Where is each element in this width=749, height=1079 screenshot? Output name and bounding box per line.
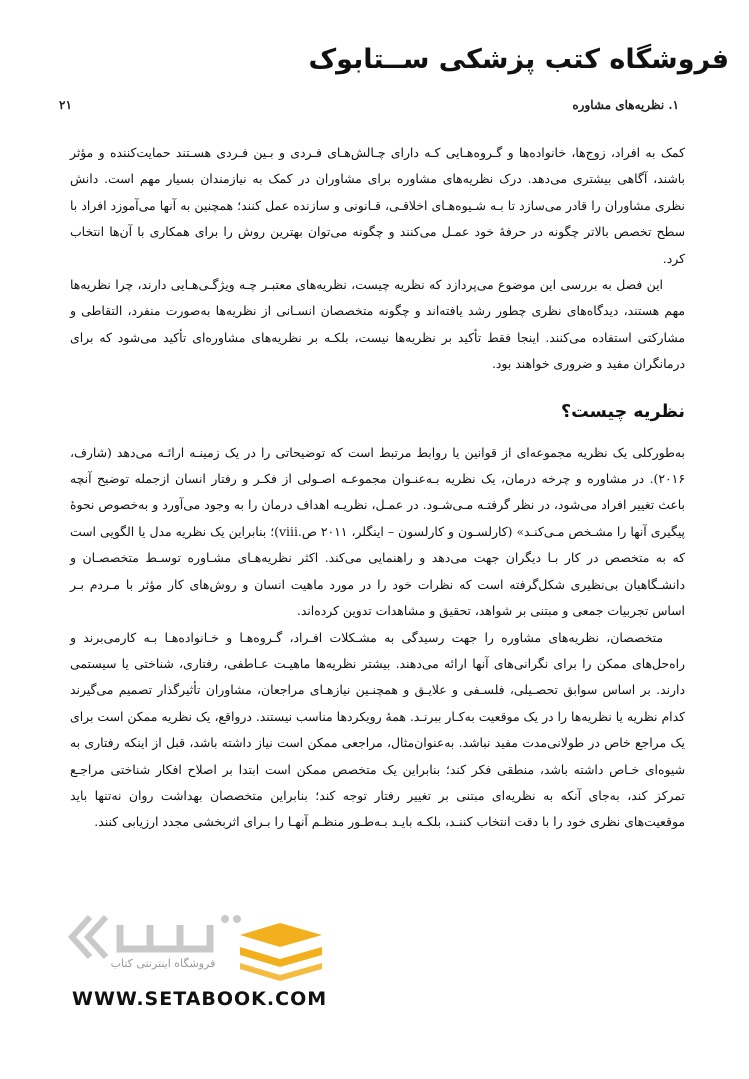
setabook-logo bbox=[60, 905, 350, 985]
book-stack-icon bbox=[240, 923, 322, 981]
paragraph: به‌طورکلی یک نظریه مجموعه‌ای از قوانین یا روابط مرتبط است که توضیحاتی را در یک زمینـه ارائـه می‌دهد (شارف، ۲۰۱۶). در مشاوره و چرخه درمان، یک نظریه بـه‌عنـوان مجموعـه اصـولی از فکـر و رفتار انسان ازجمله توضیح آنچه باعث تغییر افراد می‌شود، در نظر گرفتـه مـی‌شـود. در عمـل، نظریـه اهداف درمان را به وجود می‌آورد و به‌خصوص نحوهٔ پیگیری آنها را مشـخص مـی‌کنـد» (کارلسـون و کارلسون – اینگلر، ۲۰۱۱ ص.viii)؛ بنابراین یک نظریه مدل یا الگویی است که به متخصص در کار بـا دیگران جهت می‌دهد و راهنمایی می‌کند. اکثر نظریه‌هـای مشـاوره توسـط متخصصـان و دانشـگاهیان بی‌نظیری شکل‌گرفته است که نظرات خود را در مورد ماهیت انسان و روش‌های کار مؤثر با مـردم بـر اساس تجربیات جمعی و مبتنی بر شواهد، تحقیق و مشاهدات تدوین کرده‌اند. bbox=[70, 444, 686, 619]
website-url: WWW.SETABOOK.COM bbox=[72, 988, 328, 1010]
body-text bbox=[70, 140, 685, 836]
paragraph: متخصصان، نظریه‌های مشاوره را جهت رسیدگی به مشـکلات افـراد، گـروه‌هـا و خـانواده‌هـا بـه کارمی‌برند و راه‌حل‌های ممکن را برای نگرانی‌های آنها ارائه می‌دهند. بیشتر نظریه‌ها ماهیـت عـاطفی، رفتاری، شناختی یا سیستمی دارند. بر اساس سوابق تحصـیلی، فلسـفی و علایـق و همچنـین نیازهـای مراجعان، مشاوران تأثیرگذار تصمیم می‌گیرند کدام نظریه یا نظریه‌ها را در یک موقعیت به‌کـار ببرنـد. همهٔ رویکردها مناسب نیستند. درواقع، یک نظریه ممکن است برای یک مراجع خاص در طولانی‌مدت مفید نباشد. به‌عنوان‌مثال، مراجعی ممکن است نیاز داشته باشد، قبل از اینکه رفتاری به شیوه‌ای خـاص داشته باشد، منطقی فکر کند؛ بنابراین یک متخصص ممکن است ابتدا بر اصلاح افکار شناختی مراجـع تمرکز کند، به‌جای آنکه به نظریه‌ای مبتنی بر تغییر رفتار توجه کند؛ بنابراین متخصصان بهداشت روان نه‌تنها باید موقعیت‌های نظری خود را با دقت انتخاب کننـد، بلکـه بایـد بـه‌طـور منظـم آنهـا را بـرای اثربخشی مجدد ارزیابی کنند. bbox=[70, 629, 685, 830]
running-head bbox=[59, 98, 679, 112]
logo-brand-text bbox=[150, 915, 151, 916]
chapter-title: ۱. نظریه‌های مشاوره bbox=[572, 98, 679, 112]
page-number: ۲۱ bbox=[59, 98, 72, 112]
logo-mark bbox=[60, 905, 350, 985]
paragraph: این فصل به بررسی این موضوع می‌پردازد که نظریه چیست، نظریه‌های معتبـر چـه ویژگـی‌هـایی دارند، چرا نظریه‌ها مهم هستند، دیدگاه‌های نظری چطور رشد یافته‌اند و چگونه متخصصان انسـانی از نظریه‌ها به‌صورت منفرد، التقاطی و مشارکتی استفاده می‌کنند. اینجا فقط تأکید بر نظریه‌ها نیست، بلکـه بر نظریه‌های مشاوره‌ای تأکید می‌شود که برای درمانگران مفید و ضروری خواهند بود. bbox=[70, 277, 685, 372]
watermark-title: فروشگاه کتب پزشکی ســتابوک bbox=[308, 44, 729, 75]
brand-letters bbox=[120, 915, 241, 949]
chevron-icon bbox=[72, 917, 106, 957]
logo-tagline: فروشگاه اینترنتی کتاب bbox=[110, 957, 216, 970]
paragraph: کمک به افراد، زوج‌ها، خانواده‌ها و گـروه‌هـایی کـه دارای چـالش‌هـای فـردی و بـین فـردی هسـتند حمایت‌کننده و مؤثر باشند، آگاهی بیشتری می‌دهد. درک نظریه‌های مشاوره برای مشاوران در کمک به نیازمندان بسیار مهم است. دانش نظری مشاوران را قادر می‌سازد تا بـه شـیوه‌هـای اخلاقـی، قـانونی و سازنده عمل کنند؛ همچنین به آنها می‌آموزد افراد با سطح تخصص بالاتر چگونه در حرفهٔ خود عمـل می‌کنند و چگونه می‌توان بهترین روش را برای همکاری با آن‌ها انتخاب کرد. bbox=[70, 145, 685, 266]
section-heading: نظریه چیست؟ bbox=[560, 401, 685, 422]
